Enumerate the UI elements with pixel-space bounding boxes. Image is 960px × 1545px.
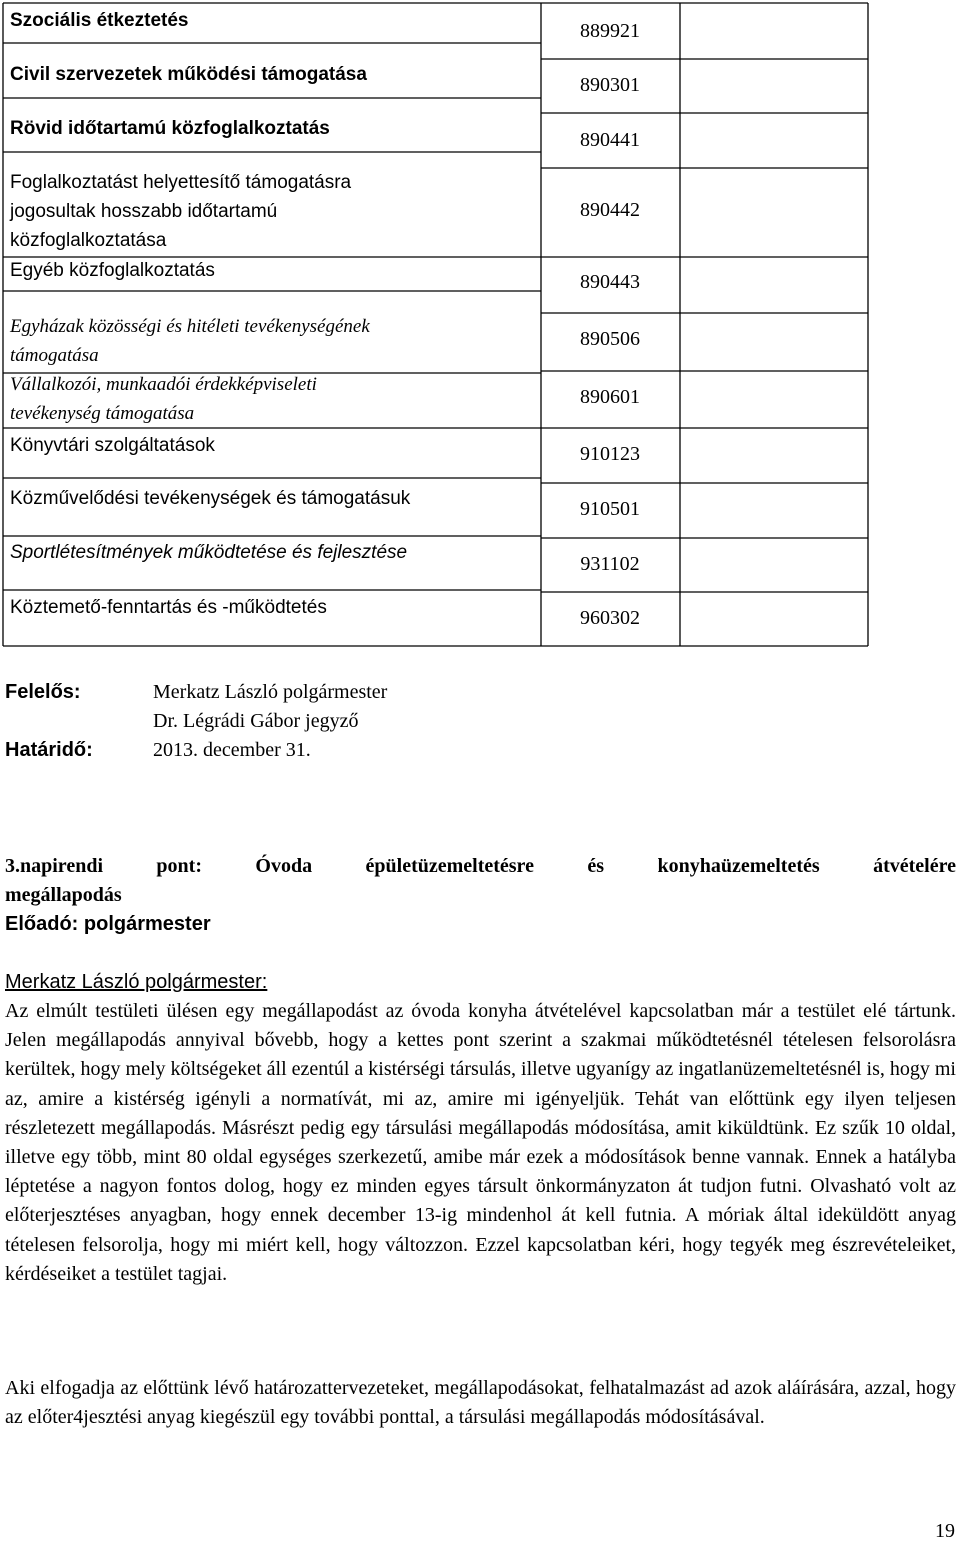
row-label-line: Vállalkozói, munkaadói érdekképviseleti (10, 374, 317, 395)
row-label-line: támogatása (10, 345, 99, 366)
speech-paragraph: Az elmúlt testületi ülésen egy megállapodást az óvoda konyha átvételével kapcsolatban már a testület elé tártunk. Jelen megállapodás annyival bővebb, hogy a kettes pont szerint a szakmai működtetésnél tételesen felsorolásra kerültek, hogy mely költségeket áll ezentúl a kistérségi társulás, illetve ugyanígy az ingatlanüzemeltetésnél is, hogy mi az, amire a kistérség igényli a normatívát, mi az, amire mi igényeljük. Tehát van előttünk egy ilyen teljesen részletezett megállapodás. Másrészt pedig egy társulási megállapodás módosítása, amit kiküldtünk. Ez szűk 10 oldal, illetve egy több, mint 80 oldal egységes szerkezetű, amibe már ezek a módosítások benne vannak. Ennek a hatályba léptetése a nagyon fontos dolog, hogy ez minden egyes társult önkormányzaton át tudjon futni. Olvasható volt az előterjesztéses anyagban, hogy ennek december 13-ig mindenhol át kell futnia. A móriak által ideküldött anyag tételesen felsorolja, hogy mi miért kell, hogy változzon. Ezzel kapcsolatban kéri, hogy tegyék meg észrevételeiket, kérdéseiket a testület tagjai. (5, 1000, 956, 1285)
row-label-line: tevékenység támogatása (10, 403, 195, 424)
row-code: 890506 (580, 328, 640, 350)
row-label: Rövid időtartamú közfoglalkoztatás (10, 118, 330, 139)
speaker-name: Merkatz László polgármester: (5, 971, 268, 993)
row-label-line: Egyházak közösségi és hitéleti tevékenységének (10, 316, 370, 337)
row-code: 890301 (580, 74, 640, 96)
felelos-name-1: Merkatz László polgármester (153, 681, 388, 703)
row-label: Sportlétesítmények működtetése és fejlesztése (10, 542, 408, 563)
page-number: 19 (935, 1520, 955, 1542)
row-label-line: jogosultak hosszabb időtartamú (10, 201, 278, 222)
row-label: Szociális étkeztetés (10, 10, 189, 31)
row-code: 889921 (580, 20, 640, 42)
hatarido-value: 2013. december 31. (153, 739, 311, 761)
row-code: 910123 (580, 443, 640, 465)
row-code: 931102 (580, 553, 640, 575)
row-code: 890441 (580, 129, 640, 151)
agenda-title-cont: megállapodás (5, 884, 122, 906)
row-code: 960302 (580, 607, 640, 629)
row-code: 910501 (580, 498, 640, 520)
row-label: Közművelődési tevékenységek és támogatásuk (10, 488, 411, 509)
row-code: 890443 (580, 271, 640, 293)
row-label: Egyéb közfoglalkoztatás (10, 260, 215, 281)
row-label-line: Foglalkoztatást helyettesítő támogatásra (10, 172, 352, 193)
row-label: Köztemető-fenntartás és -működtetés (10, 597, 327, 618)
row-code: 890601 (580, 386, 640, 408)
agenda-presenter: Előadó: polgármester (5, 913, 211, 935)
row-label: Civil szervezetek működési támogatása (10, 64, 367, 85)
row-label: Könyvtári szolgáltatások (10, 435, 215, 456)
hatarido-label: Határidő: (5, 739, 93, 761)
row-label-line: közfoglalkoztatása (10, 230, 167, 251)
row-code: 890442 (580, 199, 640, 221)
felelos-name-2: Dr. Légrádi Gábor jegyző (153, 710, 359, 732)
agenda-title: 3.napirendi pont: Óvoda épületüzemeltetésre és konyhaüzemeltetés átvételére (5, 855, 956, 877)
felelos-label: Felelős: (5, 681, 81, 703)
resolution-paragraph: Aki elfogadja az előttünk lévő határozattervezeteket, megállapodásokat, felhatalmazást ad azok aláírására, azzal, hogy az előter4jesztési anyag kiegészül egy további ponttal, a társulási megállapodás módosításával. (5, 1377, 956, 1429)
